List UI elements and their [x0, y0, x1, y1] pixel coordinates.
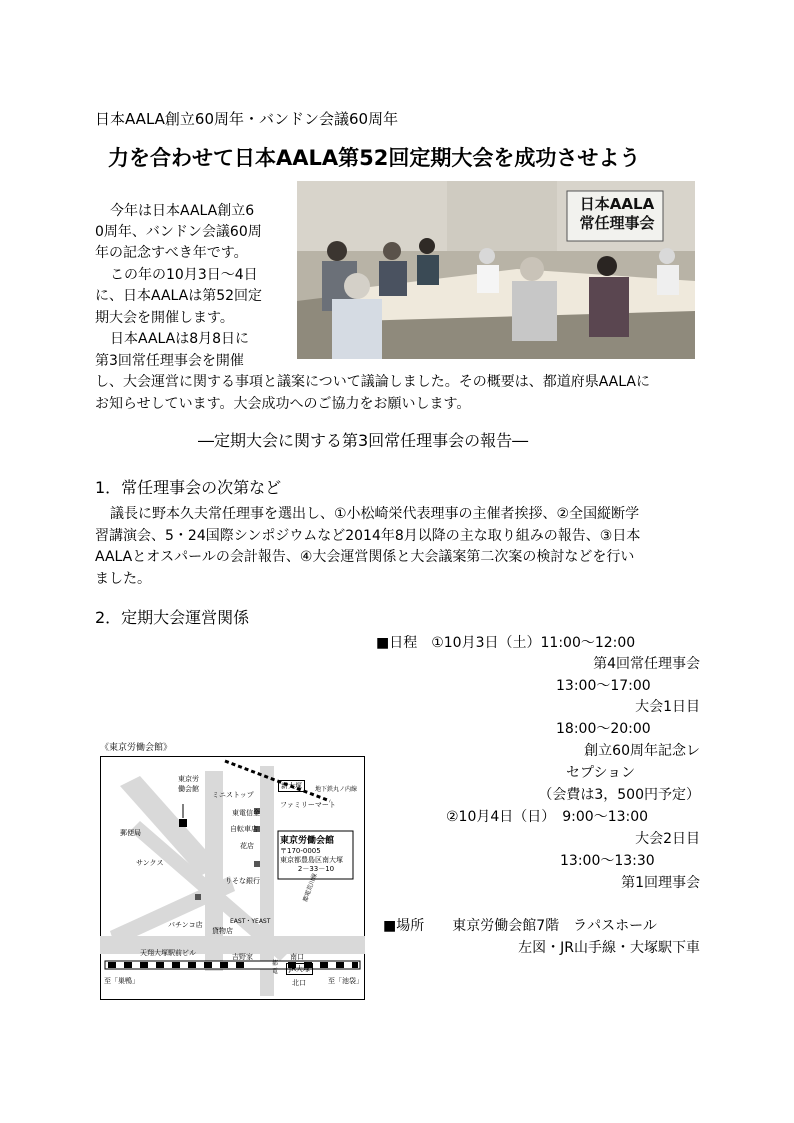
- schedule-line: （会費は3，500円予定）: [538, 787, 700, 803]
- photo-sign-line: 常任理事会: [579, 214, 655, 232]
- map-label-minamiguchi: 南口: [290, 953, 304, 961]
- schedule-line: 第4回常任理事会: [593, 656, 700, 672]
- map-label-hanaya: 花店: [240, 842, 254, 850]
- supertitle: 日本AALA創立60周年・バンドン会議60周年: [95, 110, 399, 128]
- map-label: 働会館: [178, 785, 199, 793]
- section1-line: 習講演会、5・24国際シンポジウムなど2014年8月以降の主な取り組みの報告、③日本: [95, 528, 641, 544]
- intro-line: に、日本AALAは第52回定: [95, 288, 263, 304]
- schedule-line: 13:00～17:00: [556, 678, 651, 694]
- map-label: 東京労働会館: [280, 836, 335, 846]
- map-label-tenyu: 天翔大塚駅前ビル: [140, 949, 196, 957]
- map-label-to-ikebukuro: 至「池袋」: [328, 977, 363, 985]
- map-label-jr-otsuka: JR大塚: [286, 963, 313, 975]
- venue-line: 左図・JR山手線・大塚駅下車: [518, 940, 700, 956]
- map-label-sunkus: サンクス: [136, 859, 164, 867]
- schedule-line: 13:00～13:30: [560, 853, 655, 869]
- map-label-bukken: 貸物店: [212, 927, 233, 935]
- intro-line: 今年は日本AALA創立6: [110, 203, 255, 219]
- map-label-familymart: ファミリーマート: [280, 801, 336, 809]
- map-label-toden: 都電: [272, 960, 279, 975]
- access-map: [100, 740, 365, 1000]
- photo-sign-line: 日本AALA: [579, 195, 655, 213]
- schedule-line: 創立60周年記念レ: [584, 743, 700, 759]
- schedule-line: ■日程 ①10月3日（土）11:00～12:00: [376, 635, 636, 651]
- map-label-tohoshinkin: 東電信金: [232, 809, 260, 817]
- page-title: 力を合わせて日本AALA第52回定期大会を成功させよう: [108, 146, 641, 170]
- photo-sign: [575, 195, 659, 233]
- intro-line: 第3回常任理事会を開催: [95, 353, 244, 369]
- map-label: 東京労: [178, 775, 199, 783]
- map-label-shinotsuka: 新大塚: [278, 780, 305, 792]
- intro-line: 0周年、バンドン会議60周: [95, 224, 262, 240]
- map-label: 2－33－10: [297, 865, 335, 873]
- schedule-line: 大会1日目: [635, 699, 700, 715]
- map-label-jitensha: 自転車店: [230, 825, 258, 833]
- map-label-marunouchi: 地下鉄丸ノ内線: [315, 786, 358, 793]
- map-label-tosho: 都電荒川線: [301, 872, 319, 904]
- intro-line: 期大会を開催します。: [95, 310, 234, 326]
- map-label-to-sugamo: 至「巣鴨」: [104, 977, 139, 985]
- venue-line: ■場所 東京労働会館7階 ラパスホール: [383, 918, 657, 934]
- map-label-hall: [280, 835, 352, 874]
- report-title: ―定期大会に関する第3回常任理事会の報告―: [198, 431, 529, 450]
- map-label-resona: りそな銀行: [225, 877, 260, 885]
- map-label: 東京都豊島区南大塚: [280, 856, 343, 864]
- intro-line: お知らせしています。大会成功へのご協力をお願いします。: [95, 396, 471, 412]
- map-label-eastyeast: EAST・YEAST: [230, 918, 271, 925]
- section1-heading: 1．常任理事会の次第など: [95, 478, 282, 497]
- intro-line: 年の記念すべき年です。: [95, 245, 248, 261]
- schedule-line: 18:00～20:00: [556, 721, 651, 737]
- meeting-photo: [297, 181, 695, 359]
- schedule-line: 第1回理事会: [621, 875, 700, 891]
- map-label-kitaguchi: 北口: [292, 979, 306, 987]
- map-label-yubin: 郵便局: [120, 829, 141, 837]
- section2-heading: 2．定期大会運営関係: [95, 608, 250, 627]
- map-label-hall-small: [178, 774, 199, 794]
- intro-line: 日本AALAは8月8日に: [110, 331, 250, 347]
- section1-line: ました。: [95, 571, 151, 587]
- schedule-line: 大会2日目: [635, 831, 700, 847]
- intro-line: し、大会運営に関する事項と議案について議論しました。その概要は、都道府県AALAに: [95, 374, 650, 390]
- section1-line: 議長に野本久夫常任理事を選出し、①小松崎栄代表理事の主催者挨拶、②全国縦断学: [110, 506, 640, 522]
- map-label-yoshinoya: 吉野家: [232, 953, 253, 961]
- map-label: 〒170-0005: [280, 847, 321, 855]
- intro-line: この年の10月3日～4日: [110, 267, 258, 283]
- schedule-line: ②10月4日（日） 9:00～13:00: [446, 809, 649, 825]
- map-caption: 《東京労働会館》: [100, 743, 173, 753]
- schedule-line: セプション: [566, 765, 636, 781]
- map-label-pachinko: パチンコ店: [168, 921, 203, 929]
- section1-line: AALAとオスパールの会計報告、④大会運営関係と大会議案第二次案の検討などを行い: [95, 549, 635, 565]
- map-label-ministop: ミニストップ: [212, 791, 254, 799]
